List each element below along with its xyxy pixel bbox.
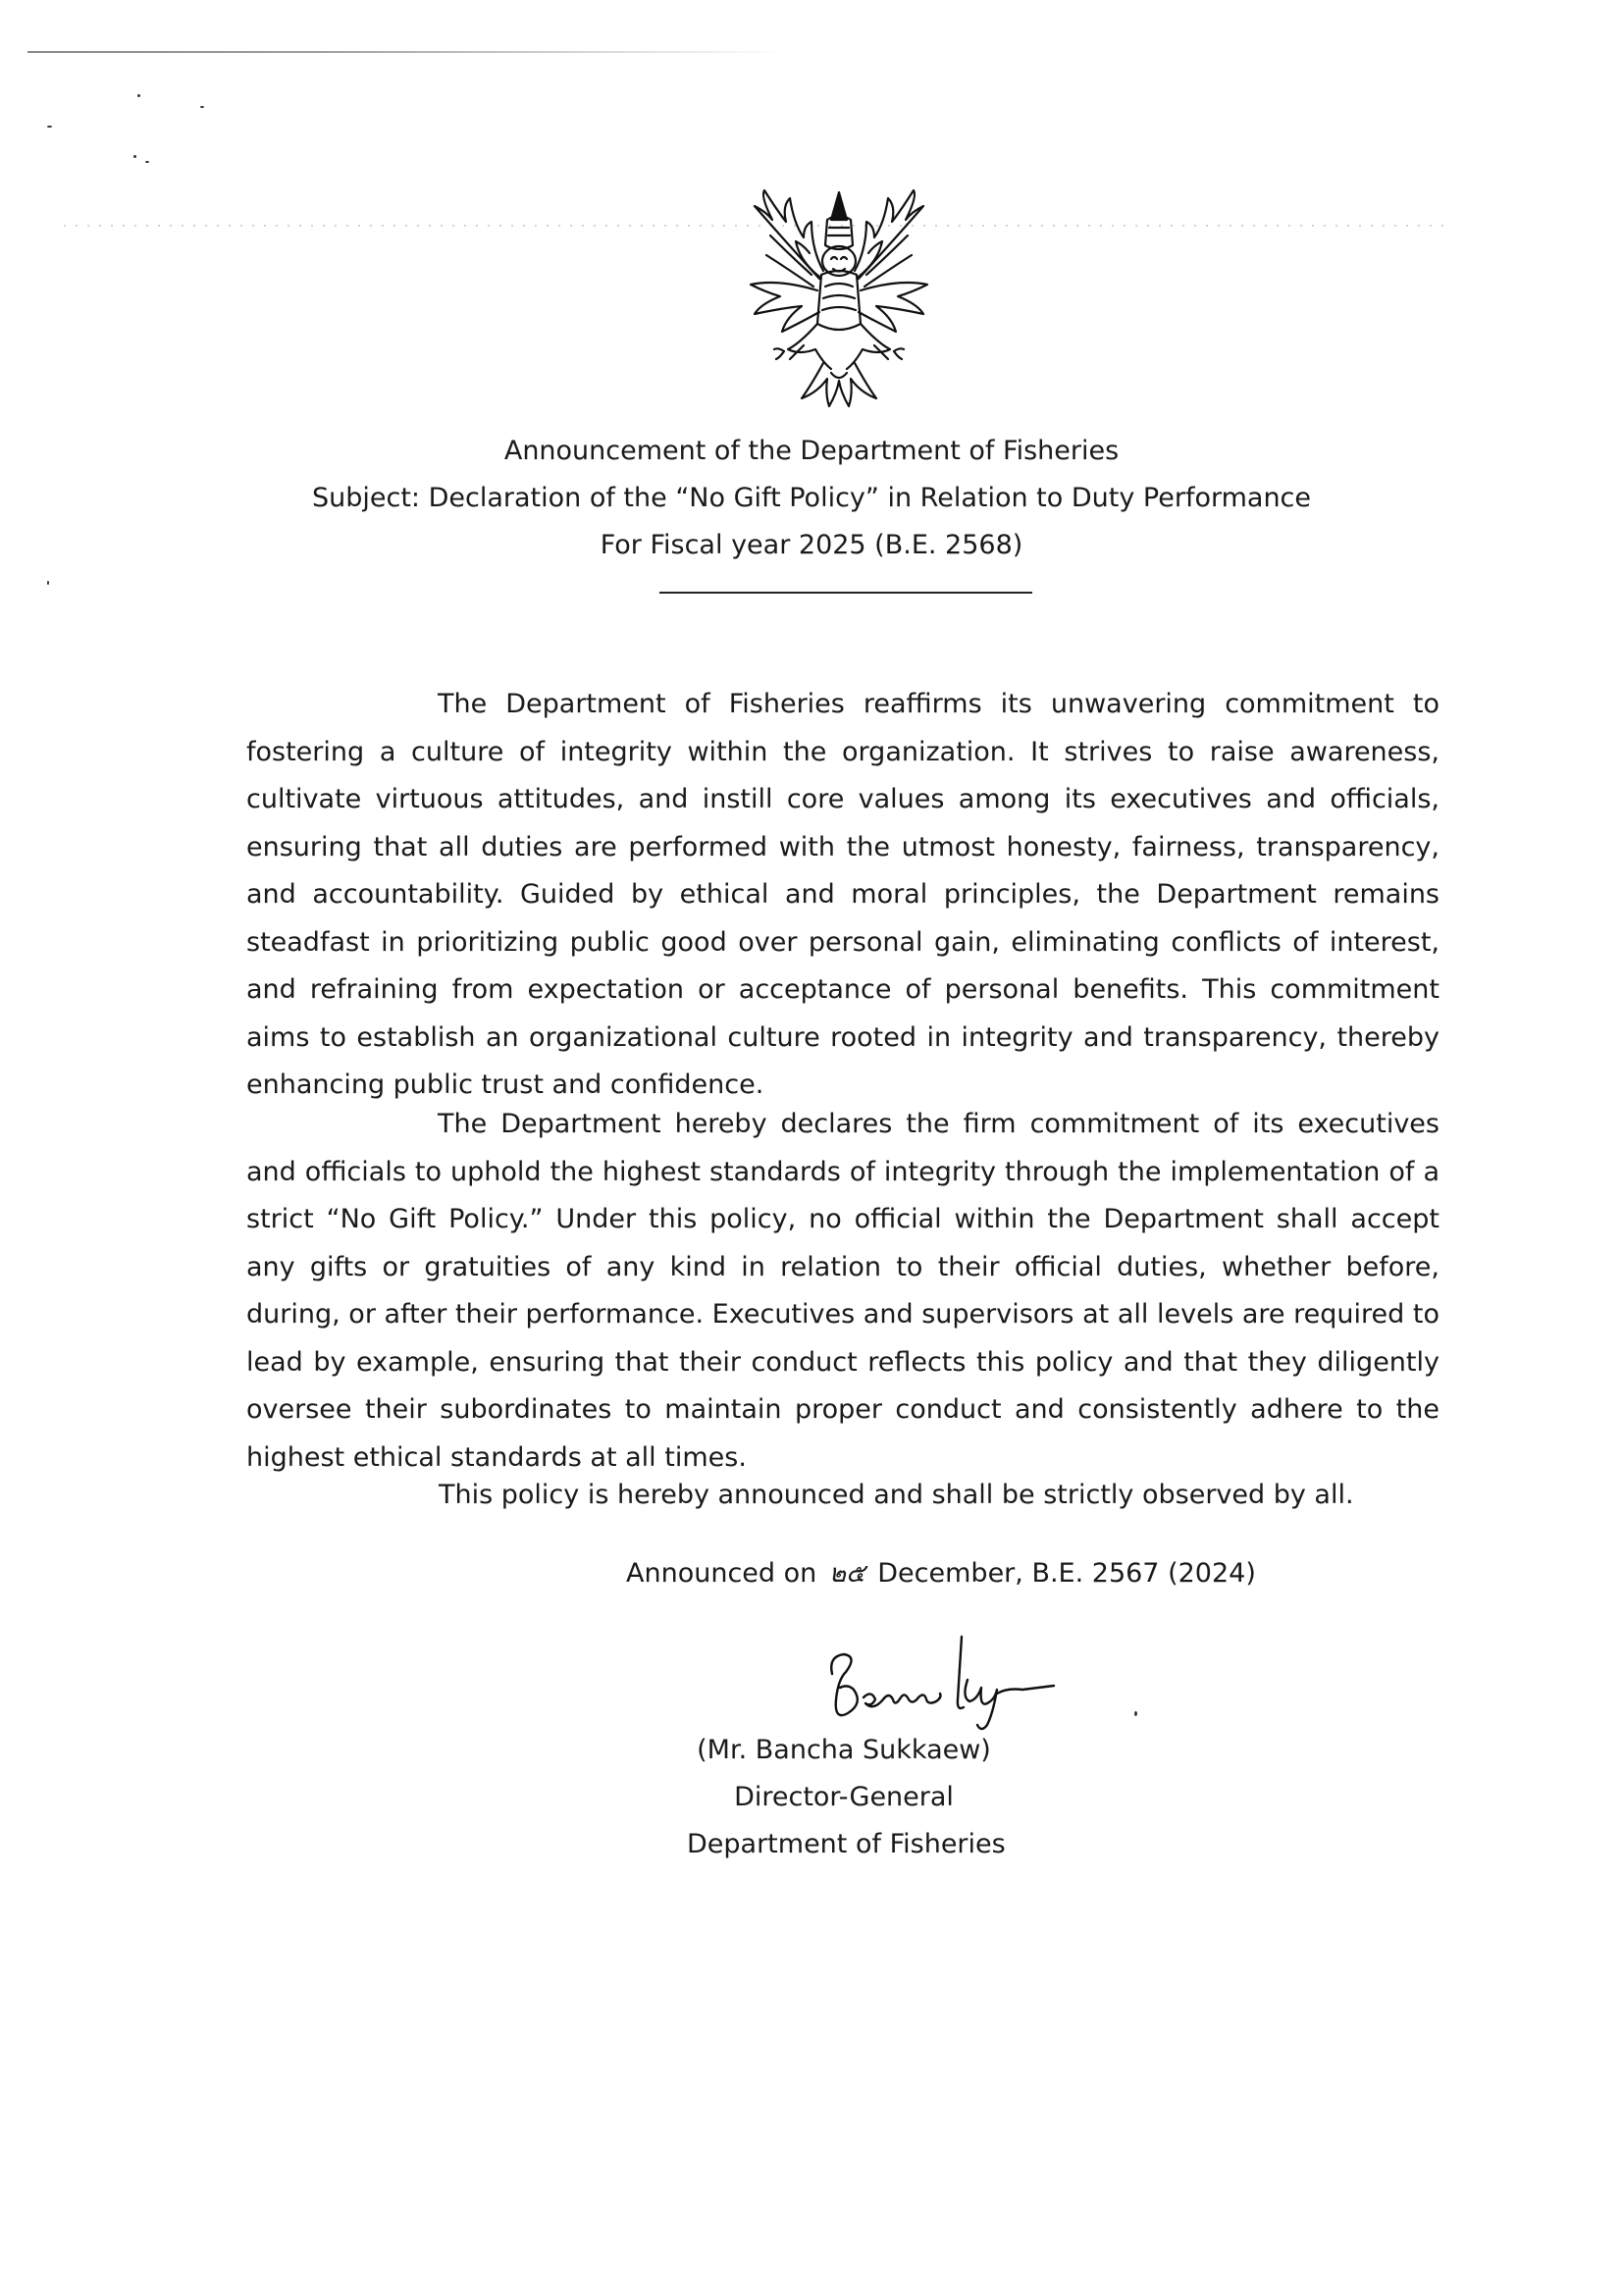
scan-speck [47, 581, 49, 585]
scan-speck [145, 161, 149, 163]
announcement-date [626, 1550, 1256, 1597]
signatory-block [687, 1727, 1006, 1868]
signatory-name: (Mr. Bancha Sukkaew) [697, 1735, 991, 1765]
signatory-title: Director-General [734, 1782, 954, 1812]
header-underline [659, 592, 1032, 594]
scan-speck [133, 155, 136, 158]
scan-speck [200, 106, 204, 108]
scan-speck [1134, 1711, 1137, 1716]
header-title: Announcement of the Department of Fisheries [503, 436, 1120, 466]
closing-statement: This policy is hereby announced and shall be strictly observed by all. [439, 1480, 1354, 1510]
scan-speck [47, 126, 52, 128]
header-subject: Subject: Declaration of the “No Gift Policy” in Relation to Duty Performance [311, 483, 1312, 513]
scan-artifact-line [27, 51, 783, 53]
body-paragraph-1: The Department of Fisheries reaffirms its unwavering commitment to fostering a culture of integrity within the organization. It strives to raise awareness, cultivate virtuous attitudes, and instill core values among its executives and officials, ensuring that all duties are performed with the utmost honesty, fairness, transparency, and accountability. Guided by ethical and moral principles, the Department remains steadfast in prioritizing public good over personal gain, eliminating conflicts of interest, and refraining from expectation or acceptance of personal benefits. This commitment aims to establish an organizational culture rooted in integrity and transparency, thereby enhancing public trust and confidence. [246, 689, 1440, 1100]
date-prefix: Announced on [626, 1558, 817, 1589]
body-paragraph-2: The Department hereby declares the firm commitment of its executives and officials to uphold the highest standards of integrity through the implementation of a strict “No Gift Policy.” Under this policy, no official within the Department shall accept any gifts or gratuities of any kind in relation to their official duties, whether before, during, or after their performance. Executives and supervisors at all levels are required to lead by example, ensuring that their conduct reflects this policy and that they diligently oversee their subordinates to maintain proper conduct and consistently adhere to the highest ethical standards at all times. [246, 1109, 1440, 1473]
garuda-emblem-icon [721, 177, 957, 412]
date-day-handwritten: ๒๕ [828, 1559, 865, 1589]
scan-speck [137, 94, 140, 97]
handwritten-signature [814, 1629, 1070, 1737]
announcement-header [0, 428, 1623, 569]
date-rest: December, B.E. 2567 (2024) [877, 1558, 1256, 1589]
header-fiscal-year: For Fiscal year 2025 (B.E. 2568) [600, 530, 1023, 560]
signatory-organization: Department of Fisheries [687, 1829, 1006, 1859]
